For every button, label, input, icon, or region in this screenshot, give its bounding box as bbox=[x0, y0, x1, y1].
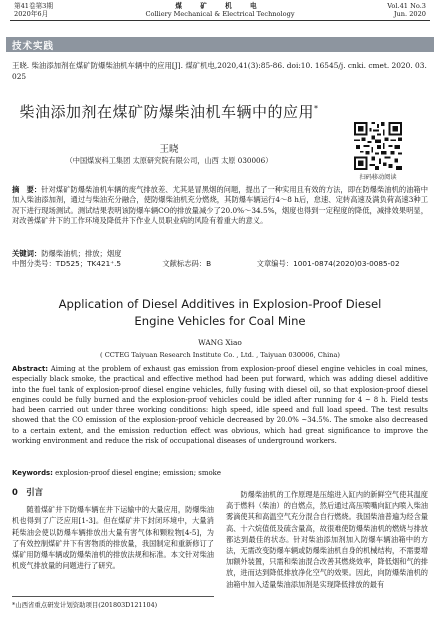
section-heading-intro: 0 引言 bbox=[12, 487, 43, 497]
body-column-right bbox=[226, 489, 428, 590]
keywords-cn-text: 防爆柴油机；排放；烟度 bbox=[41, 249, 122, 258]
qr-caption: 扫码移动阅读 bbox=[359, 174, 397, 181]
section-band bbox=[6, 37, 434, 52]
footnote: *山西省重点研发计划资助项目(201803D121104) bbox=[12, 596, 214, 609]
keywords-en bbox=[12, 469, 428, 477]
keywords-cn bbox=[12, 249, 428, 259]
author-en: WANG Xiao bbox=[198, 338, 242, 347]
clc-number: 中图分类号：TD525；TK421⁺.5 bbox=[12, 259, 122, 268]
abstract-en-label: Abstract: bbox=[12, 365, 49, 373]
title-en-line-1: Application of Diesel Additives in Explosion-Proof Diesel bbox=[58, 297, 382, 311]
body-paragraph: 随着煤矿井下防爆车辆在井下运输中的大量应用，防爆柴油机也得到了广泛应用[1-3]。但在煤矿井下封闭环境中，大量消耗柴油会使以防爆车辆排放出大量有害气体和颗粒物[4-5]，为了有效控制煤矿井下有害物质的排放量，我国制定和重新修订了煤矿用防爆车辆或防爆柴油机的排放法规和标准。本文针对柴油机废气排放量的问题进行了研究。 bbox=[12, 505, 214, 571]
keywords-cn-label: 关键词： bbox=[12, 249, 42, 258]
date-en: Jun. 2020 bbox=[393, 10, 426, 18]
document-code: 文献标志码：B bbox=[162, 259, 212, 268]
header-right bbox=[387, 2, 426, 18]
affiliation-en: ( CCTEG Taiyuan Research Institute Co. , Ltd. , Taiyuan 030006, China) bbox=[100, 351, 340, 359]
article-title-cn bbox=[14, 100, 324, 121]
author-cn: 王晓 bbox=[159, 144, 179, 155]
section-label: 技术实践 bbox=[12, 41, 55, 52]
date-cn: 2020年6月 bbox=[14, 10, 49, 18]
qr-code-icon[interactable] bbox=[354, 122, 402, 170]
article-title-en bbox=[10, 296, 430, 330]
abstract-cn bbox=[12, 185, 428, 227]
journal-name-en: Colliery Mechanical & Electrical Technology bbox=[145, 10, 295, 18]
keywords-en-text: explosion-proof diesel engine; emission; smoke bbox=[55, 469, 221, 477]
citation: 王晓. 柴油添加剂在煤矿防爆柴油机车辆中的应用[J]. 煤矿机电,2020,41(3):85-86. doi:10. 16545/j. cnki. cmet. 2020. 03. 025 bbox=[12, 61, 427, 81]
body-paragraph: 防爆柴油机的工作原理是压缩进入缸内的新鲜空气使其温度高于燃料（柴油）的自燃点，然后通过高压喷嘴向缸内喷入柴油雾滴使其和高温空气充分混合自行燃烧。我国柴油普遍为经含量高、十六烷值低及硫含量高，故很难使防爆柴油机的燃烧与排放都达到最佳的状态。针对柴油添加剂加入防爆车辆油箱中的方法，无需改变防爆车辆或防爆柴油机自身的机械结构，不需要增加额外装置，只需和柴油混合改善其燃烧效率，降低烟和气的排放，进而达到降低排放净化空气的效果。因此，向防爆柴油机的油箱中加入适量柴油添加剂是实现降低排放的最有 bbox=[226, 490, 428, 589]
abstract-en bbox=[12, 364, 428, 446]
title-footnote-mark: * bbox=[314, 104, 319, 113]
keywords-en-label: Keywords: bbox=[12, 469, 53, 477]
abstract-cn-label: 摘 要： bbox=[12, 185, 42, 194]
journal-name-cn: 煤 矿 机 电 bbox=[175, 2, 265, 10]
running-header bbox=[0, 0, 440, 22]
volume-issue-cn: 第41卷第3期 bbox=[14, 2, 53, 10]
affiliation-cn: （中国煤炭科工集团 太原研究院有限公司，山西 太原 030006） bbox=[65, 156, 273, 165]
classification-line bbox=[12, 259, 428, 269]
header-center bbox=[0, 2, 440, 18]
abstract-cn-text: 针对煤矿防爆柴油机车辆的废气排放差、尤其是冒黑烟的问题，提出了一种实用且有效的方法，即在防爆柴油机的油箱中加入柴油添加剂，通过与柴油充分融合，使防爆柴油机充分燃烧，其防爆车辆运行4～8 h后，怠速、定转高速及满负荷高速3种工况下进行现场测试。测试结果表明该防爆车辆CO的排放量减少了20.0%～34.5%，烟度也得到一定程度的降低，减排效果明显，对改善煤矿井下的工作环境及降低井下作业人员职业病的风险有着重大的意义。 bbox=[12, 185, 429, 226]
header-rule bbox=[10, 20, 430, 21]
article-number: 文章编号：1001-0874(2020)03-0085-02 bbox=[256, 259, 400, 268]
volume-issue-en: Vol.41 No.3 bbox=[387, 2, 426, 10]
title-text: 柴油添加剂在煤矿防爆柴油机车辆中的应用 bbox=[19, 103, 314, 121]
body-column-left bbox=[12, 487, 214, 571]
abstract-en-text: Aiming at the problem of exhaust gas emission from explosion-proof diesel engine vehicles in coal mines, especially black smoke, the practical and effective method had been put forward, which was adding diesel additive into the fuel tank of explosion-proof diesel engine vehicles, fully fusing with diesel oil, so that explosion-proof diesel engines could be fully burned and the explosion-proof vehicles could be idled after running for 4 ~ 8 h. Field tests had been carried out under three working conditions: high speed, idle speed and full load speed. The test results showed that the CO emission of the explosion-proof vehicle decreased by 20.0% ~34.5%. The smoke also decreased to a certain extent, and the emission reduction effect was obvious, which had great significance to improve the working environment and reduce the risk of occupational diseases of underground workers. bbox=[12, 365, 428, 446]
title-en-line-2: Engine Vehicles for Coal Mine bbox=[134, 314, 306, 328]
